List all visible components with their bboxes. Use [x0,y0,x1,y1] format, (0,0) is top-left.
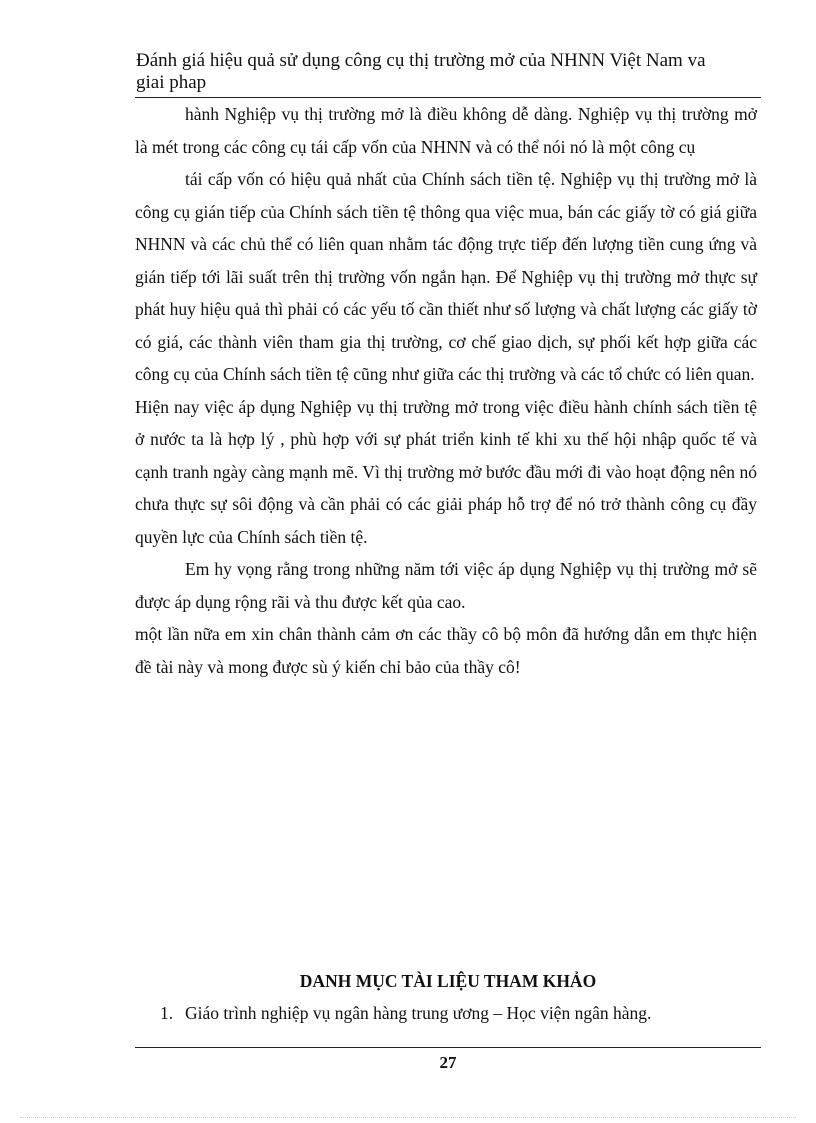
body-paragraph-1: hành Nghiệp vụ thị trường mở là điều không dễ dàng. Nghiệp vụ thị trường mở là mét trong các công cụ tái cấp vốn của NHNN và có thể nói nó là một công cụ [135,104,757,157]
body-paragraph-2: tái cấp vốn có hiệu quả nhất của Chính sách tiền tệ. Nghiệp vụ thị trường mở là công cụ gián tiếp của Chính sách tiền tệ thông qua việc mua, bán các giấy tờ có giá giữa NHNN và các chủ thể có liên quan nhằm tác động trực tiếp đến lượng tiền cung ứng và gián tiếp tới lãi suất trên thị trường vốn ngắn hạn. Để Nghiệp vụ thị trường mở thực sự phát huy hiệu quả thì phải có các yếu tố cần thiết như số lượng và chất lượng các giấy tờ có giá, các thành viên tham gia thị trường, cơ chế giao dịch, sự phối kết hợp giữa các công cụ của Chính sách tiền tệ cũng như giữa các thị trường và các tổ chức có liên quan. [135,169,757,384]
body-paragraph-4: Em hy vọng rằng trong những năm tới việc áp dụng Nghiệp vụ thị trường mở sẽ được áp dụng rộng rãi và thu được kết qủa cao. [135,559,757,612]
reference-text: Giáo trình nghiệp vụ ngân hàng trung ương – Học viện ngân hàng. [185,1003,652,1023]
references-heading: DANH MỤC TÀI LIỆU THAM KHẢO [299,971,597,991]
running-header-title: Đánh giá hiệu quả sử dụng công cụ thị trường mở của NHNN Việt Nam va giai phap [136,50,706,93]
page-number: 27 [439,1053,457,1072]
body-paragraph-3: Hiện nay việc áp dụng Nghiệp vụ thị trường mở trong việc điều hành chính sách tiền tệ ở nước ta là hợp lý , phù hợp với sự phát triển kinh tế khi xu thế hội nhập quốc tế và cạnh tranh ngày càng mạnh mẽ. Vì thị trường mở bước đầu mới đi vào hoạt động nên nó chưa thực sự sôi động và cần phải có các giải pháp hỗ trợ để nó trở thành công cụ đầy quyền lực của Chính sách tiền tệ. [135,396,757,547]
reference-number: 1. [160,1003,174,1023]
page-edge-dotted-line [20,1117,796,1118]
body-text [135,98,757,683]
footer-divider [135,1047,761,1048]
body-paragraph-5: một lần nữa em xin chân thành cảm ơn các thầy cô bộ môn đã hướng dẫn em thực hiện đề tài này và mong được sù ý kiến chỉ bảo của thầy cô! [135,624,757,677]
reference-item [160,1000,760,1026]
